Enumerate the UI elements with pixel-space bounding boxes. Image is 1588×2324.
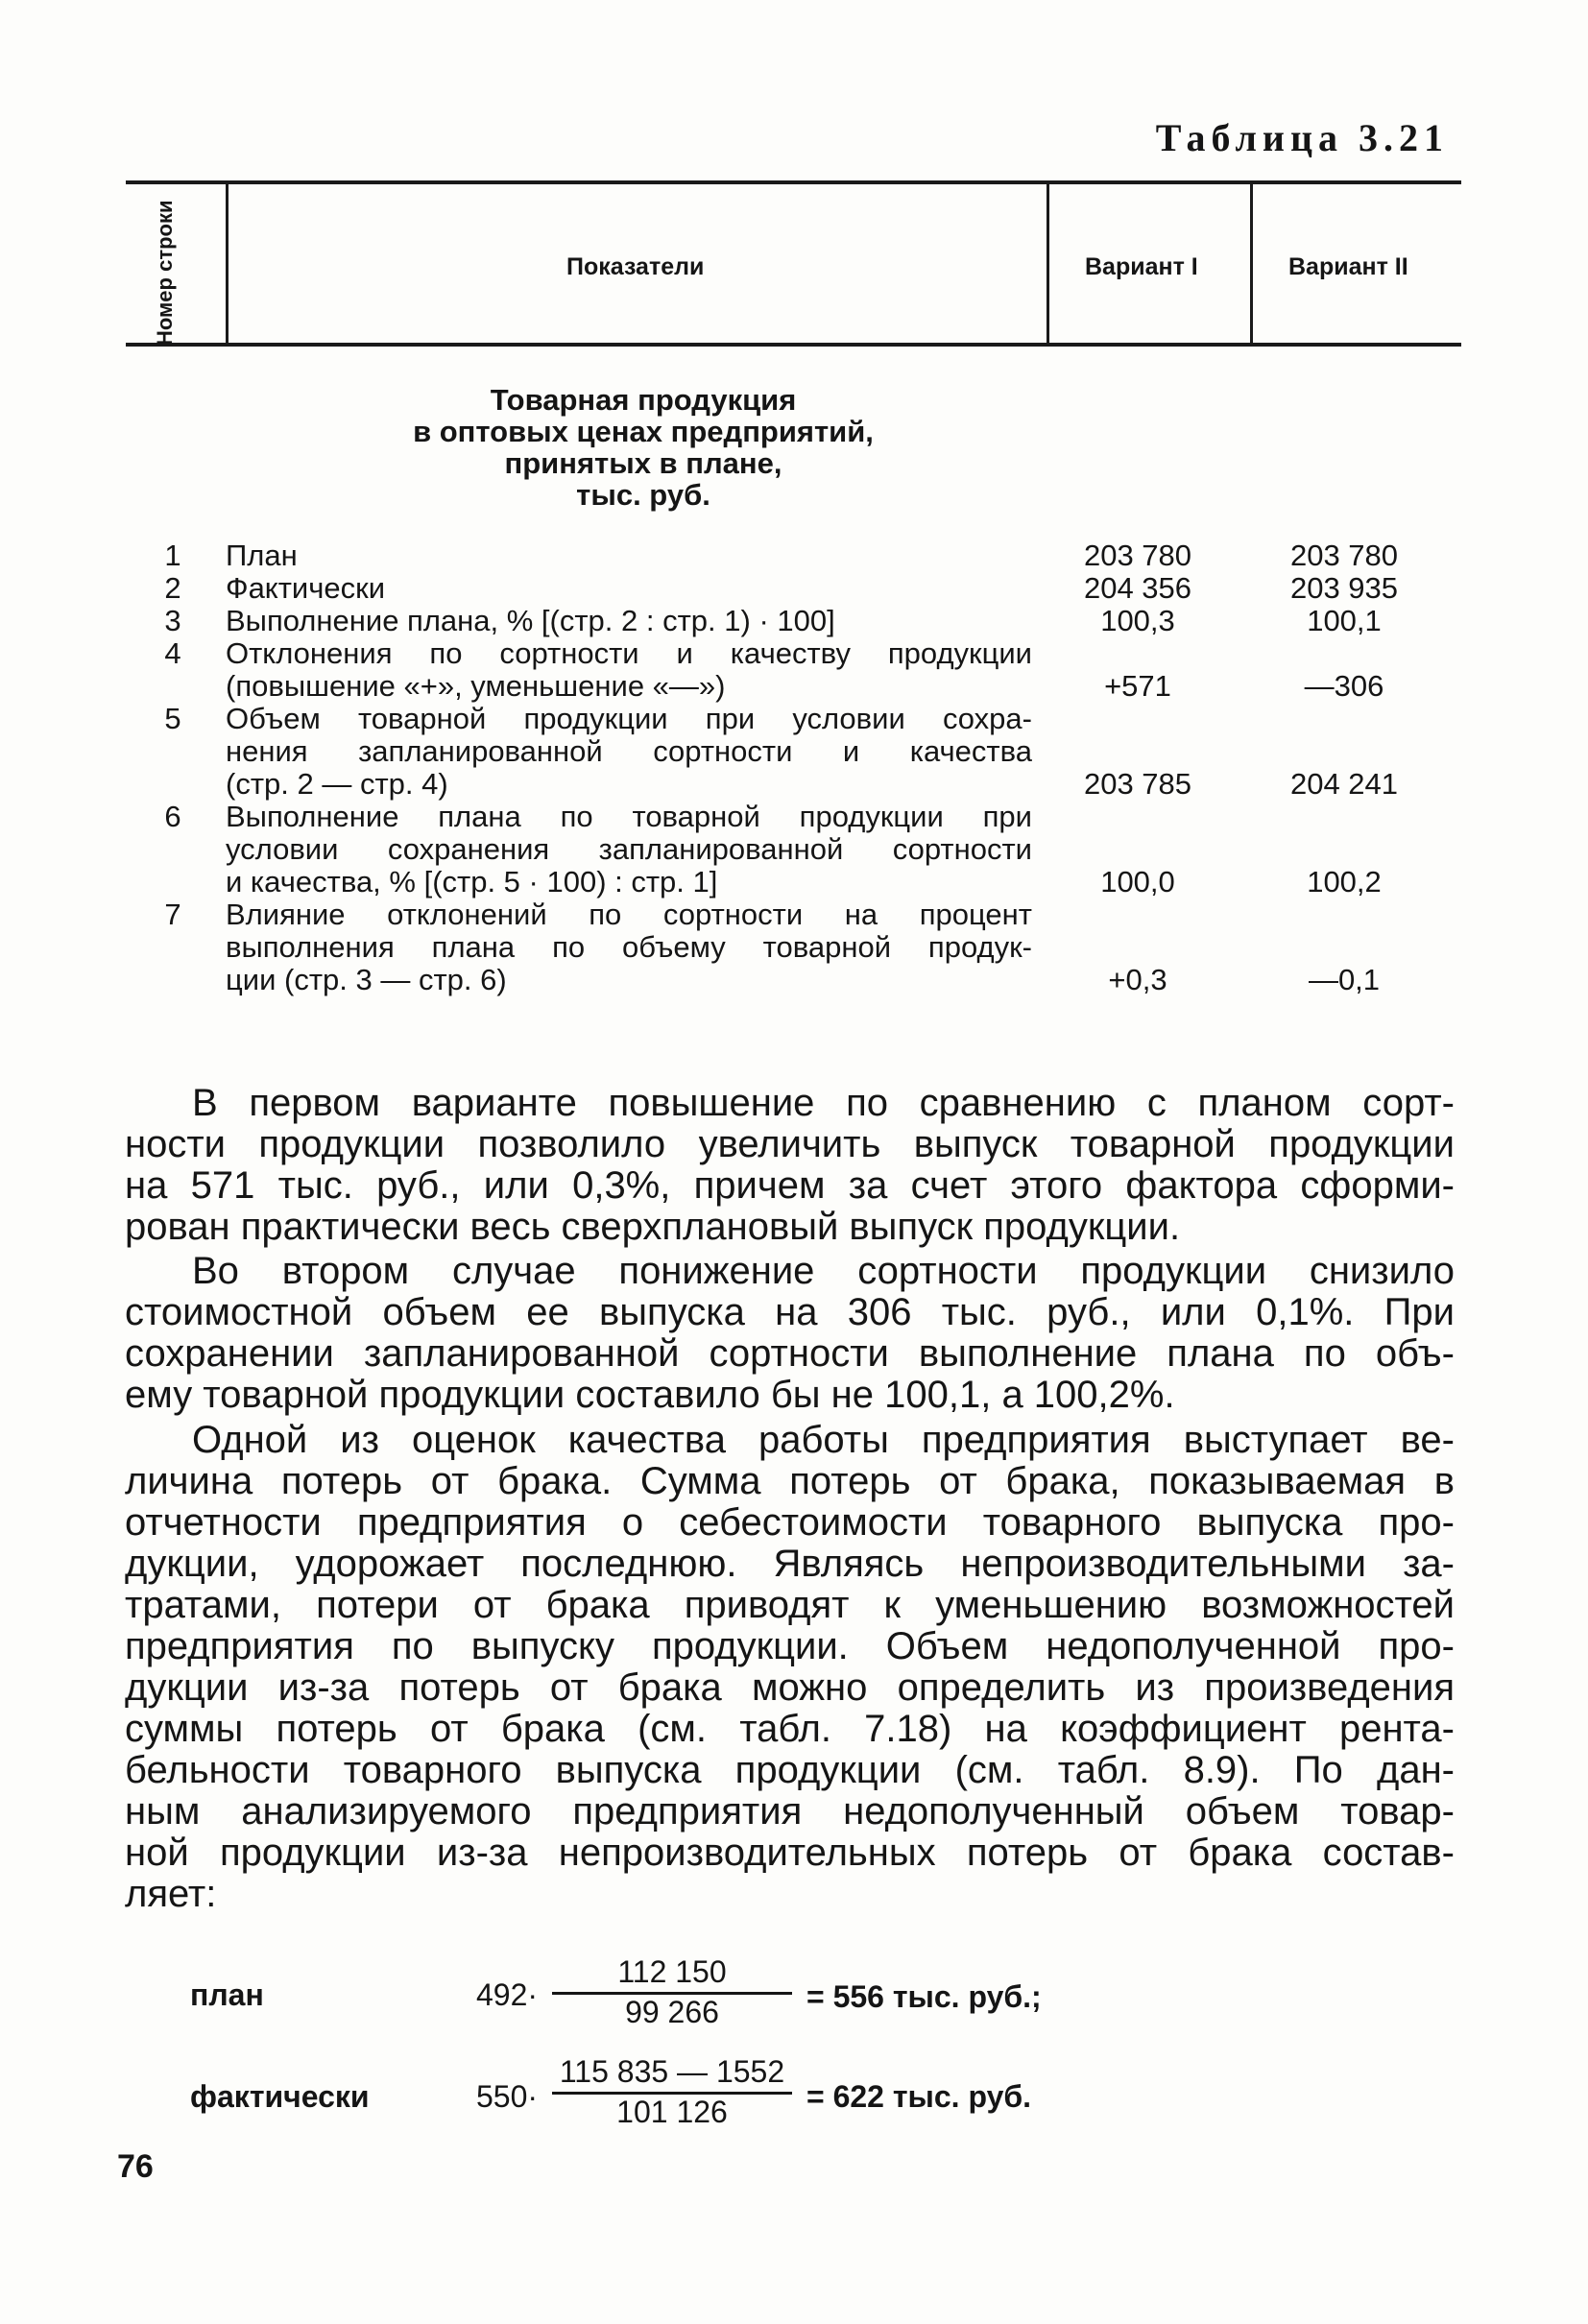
header-row-number-label: Номер строки [153,200,177,346]
formula-label: план [190,1977,264,2012]
row-variant2-value: 203 780 [1289,539,1399,572]
paragraph-line: суммы потерь от брака (см. табл. 7.18) на коэффициент рента- [125,1708,1455,1750]
paragraph-line: тратами, потери от брака приводят к уменьшению возможностей [125,1584,1455,1626]
section-title-line: принятых в плане, [504,446,782,480]
paragraph-line: бельности товарного выпуска продукции (см. табл. 8.9). По дан- [125,1749,1455,1791]
table-header-bottom-rule [126,343,1461,347]
row-indicator-text: Фактически [226,571,386,605]
table-caption: Таблица 3.21 [1155,116,1449,159]
header-variant1: Вариант I [1085,253,1198,280]
header-variant2: Вариант II [1288,253,1408,280]
row-number: 3 [164,604,181,637]
section-title [317,384,970,511]
paragraph [125,1251,1455,1416]
formula-label: фактически [190,2079,370,2114]
row-indicator-text: Выполнение плана, % [(стр. 2 : стр. 1) · 100] [226,604,835,637]
header-divider [1250,182,1253,346]
paragraph-line: личина потерь от брака. Сумма потерь от брака, показываемая в [125,1460,1455,1502]
header-divider [1047,182,1049,346]
formula-coefficient: 492· [476,1977,539,2012]
row-indicator-text: ции (стр. 3 — стр. 6) [226,963,507,996]
row-indicator-text: Влияние отклонений по сортности на процент [226,898,1032,931]
row-number: 1 [164,539,181,572]
row-variant1-value: +0,3 [1108,963,1167,996]
paragraph-line: Одной из оценок качества работы предприятия выступает ве- [192,1419,1455,1461]
formula-fraction [552,2054,792,2130]
paragraph-line: сохранении запланированной сортности выполнение плана по объ- [125,1332,1455,1375]
paragraph-line: ляет: [125,1873,217,1915]
paragraph-line: В первом варианте повышение по сравнению с планом сорт- [192,1082,1455,1124]
row-indicator-text: (стр. 2 — стр. 4) [226,767,448,801]
paragraph-line: дукции, удорожает последнюю. Являясь непроизводительными за- [125,1543,1455,1585]
row-number: 6 [164,800,181,833]
row-indicator-text: нения запланированной сортности и качества [226,734,1032,768]
paragraph [125,1083,1455,1248]
header-row-number [153,200,192,347]
table-top-rule [126,180,1461,184]
row-indicator-text: Выполнение плана по товарной продукции при [226,800,1032,833]
formula-result: = 556 тыс. руб.; [806,1979,1042,2014]
row-variant1-value: 203 780 [1083,539,1192,572]
row-indicator-text: План [226,539,298,572]
row-variant2-value: 100,1 [1307,604,1382,637]
row-variant1-value: 204 356 [1083,571,1192,605]
formula-fraction [552,1954,792,2030]
header-indicator: Показатели [566,253,705,280]
page-number: 76 [117,2148,154,2185]
row-indicator-text: и качества, % [(стр. 5 · 100) : стр. 1] [226,865,718,898]
row-variant2-value: —0,1 [1308,963,1381,996]
section-title-line: тыс. руб. [576,478,710,512]
paragraph-line: ности продукции позволило увеличить выпуск товарной продукции [125,1123,1455,1165]
section-title-line: Товарная продукция [490,383,797,417]
row-number: 7 [164,898,181,931]
paragraph-line: на 571 тыс. руб., или 0,3%, причем за счет этого фактора сформи- [125,1164,1455,1207]
row-indicator-text: выполнения плана по объему товарной продук- [226,930,1032,964]
formula-denominator: 101 126 [616,2095,728,2129]
row-number: 5 [164,702,181,735]
paragraph-line: дукции из-за потерь от брака можно определить из произведения [125,1666,1455,1709]
header-divider [226,182,229,346]
paragraph-line: ным анализируемого предприятия недополученный объем товар- [125,1790,1455,1833]
row-variant2-value: —306 [1304,669,1384,703]
section-title-line: в оптовых ценах предприятий, [413,415,874,448]
paragraph-line: Во втором случае понижение сортности продукции снизило [192,1250,1455,1292]
row-indicator-text: условии сохранения запланированной сортности [226,832,1032,866]
paragraph-line: ему товарной продукции составило бы не 100,1, а 100,2%. [125,1374,1175,1416]
row-variant2-value: 100,2 [1307,865,1382,898]
formula-result: = 622 тыс. руб. [806,2079,1032,2114]
row-number: 2 [164,571,181,605]
row-variant1-value: 203 785 [1083,767,1192,801]
paragraph [125,1420,1455,1915]
paragraph-line: предприятия по выпуску продукции. Объем недополученной про- [125,1625,1455,1667]
row-variant2-value: 204 241 [1289,767,1399,801]
formula-numerator: 115 835 — 1552 [552,2054,792,2095]
formula-denominator: 99 266 [625,1995,719,2029]
row-indicator-text: (повышение «+», уменьшение «—») [226,669,726,703]
paragraph-line: отчетности предприятия о себестоимости товарного выпуска про- [125,1501,1455,1544]
formula-coefficient: 550· [476,2079,539,2114]
row-indicator-text: Отклонения по сортности и качеству продукции [226,636,1032,670]
paragraph-line: ной продукции из-за непроизводительных потерь от брака состав- [125,1832,1455,1874]
paragraph-line: стоимостной объем ее выпуска на 306 тыс. руб., или 0,1%. При [125,1291,1455,1333]
formula-numerator: 112 150 [552,1954,792,1995]
row-variant1-value: 100,0 [1100,865,1175,898]
row-variant2-value: 203 935 [1289,571,1399,605]
paragraph-line: рован практически весь сверхплановый выпуск продукции. [125,1206,1181,1248]
row-number: 4 [164,636,181,670]
row-indicator-text: Объем товарной продукции при условии сохра- [226,702,1032,735]
row-variant1-value: +571 [1104,669,1171,703]
row-variant1-value: 100,3 [1100,604,1175,637]
